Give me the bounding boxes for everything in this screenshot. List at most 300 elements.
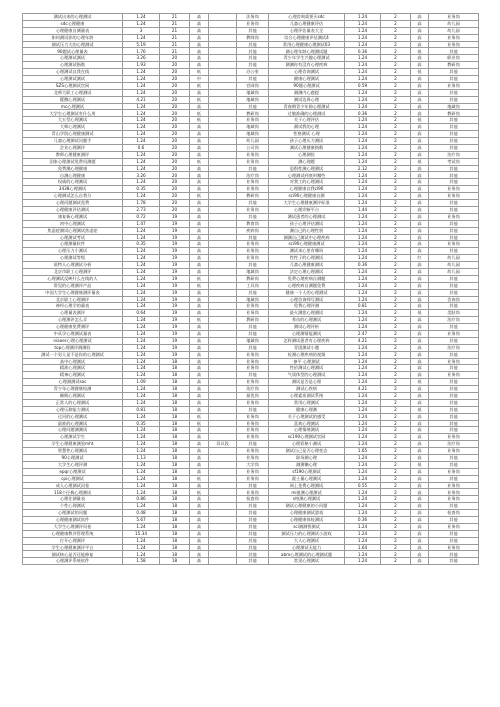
note-cell — [209, 206, 237, 213]
category-cell: 地域岗 — [237, 89, 269, 96]
level-cell: 高 — [190, 496, 209, 503]
level-cell: 高 — [411, 489, 429, 496]
keyword-cell: 心理健康测试软件 — [23, 517, 123, 524]
category-cell: 业务岗 — [237, 310, 269, 317]
keyword-cell: 企业心理测评 — [23, 144, 123, 151]
count-cell: 2 — [381, 468, 411, 475]
category-cell: 教师岗 — [237, 34, 269, 41]
value-cell: 1.24 — [123, 537, 160, 544]
keyword-cell: sci90心理健康测试 — [269, 241, 345, 248]
category-cell: 其他 — [237, 523, 269, 530]
rank-cell: 21 — [160, 41, 190, 48]
count-cell: 2 — [381, 151, 411, 158]
level-cell: 高 — [411, 282, 429, 289]
keyword-cell: 心理测验 — [269, 151, 345, 158]
table-row — [23, 358, 479, 365]
value-cell: 0.55 — [345, 482, 381, 489]
category-cell: 其他 — [429, 131, 479, 138]
value-cell: 1.24 — [123, 282, 160, 289]
keyword-cell: 心理测试怎么自我分 — [23, 193, 123, 200]
value-cell: 1.24 — [345, 551, 381, 558]
level-cell: 高 — [411, 296, 429, 303]
rank-cell: 19 — [160, 241, 190, 248]
category-cell: 治疗岗 — [429, 441, 479, 448]
category-cell: 业务岗 — [237, 179, 269, 186]
value-cell: 1.24 — [123, 20, 160, 27]
category-cell: 其他 — [429, 144, 479, 151]
keyword-cell: 测试核心是否还能修复 — [23, 551, 123, 558]
table-row — [23, 14, 479, 21]
table-row — [23, 530, 479, 537]
table-row — [23, 27, 479, 34]
rank-cell: 20 — [160, 206, 190, 213]
table-row — [23, 489, 479, 496]
category-cell: 官网岗 — [237, 82, 269, 89]
rank-cell: 19 — [160, 310, 190, 317]
value-cell: 1.24 — [123, 82, 160, 89]
count-cell: 2 — [381, 206, 411, 213]
value-cell: 1.24 — [123, 441, 160, 448]
value-cell: 1.24 — [345, 392, 381, 399]
keyword-cell: 法定心理心理测试 — [269, 268, 345, 275]
keyword-cell: 心理测试反映什么在线的人 — [23, 275, 123, 282]
note-cell — [209, 310, 237, 317]
keyword-cell: 测测你有没有心理疾病 — [269, 62, 345, 69]
category-cell: 业务岗 — [429, 14, 479, 21]
level-cell: 低 — [411, 158, 429, 165]
note-cell — [209, 241, 237, 248]
keyword-cell: 青少年学生兴趣心理测试 — [269, 55, 345, 62]
value-cell: 3.26 — [123, 55, 160, 62]
level-cell: 高 — [190, 351, 209, 358]
level-cell: 高 — [411, 420, 429, 427]
category-cell: 其他 — [429, 138, 479, 145]
keyword-cell: 心理测试无能力 — [269, 544, 345, 551]
value-cell: 1.24 — [345, 124, 381, 131]
keyword-cell: 过河的心理测试 — [23, 413, 123, 420]
category-cell: 业务岗 — [429, 186, 479, 193]
value-cell: 1.24 — [345, 89, 381, 96]
value-cell: 1.24 — [123, 179, 160, 186]
count-cell: 2 — [381, 144, 411, 151]
rank-cell: 20 — [160, 89, 190, 96]
count-cell: 2 — [381, 503, 411, 510]
rank-cell: 18 — [160, 537, 190, 544]
level-cell: 高 — [190, 544, 209, 551]
value-cell: 1.24 — [123, 165, 160, 172]
rank-cell: 20 — [160, 55, 190, 62]
category-cell: 其他 — [237, 76, 269, 83]
level-cell: 高 — [411, 344, 429, 351]
rank-cell: 20 — [160, 110, 190, 117]
note-cell — [209, 41, 237, 48]
keyword-cell: 正常人的心理测试 — [23, 399, 123, 406]
count-cell: 2 — [381, 448, 411, 455]
level-cell: 中 — [190, 76, 209, 83]
note-cell — [209, 455, 237, 462]
level-cell: 高 — [411, 275, 429, 282]
level-cell: 高 — [190, 255, 209, 262]
level-cell: 红 — [411, 255, 429, 262]
value-cell: 1.24 — [123, 330, 160, 337]
keyword-cell: 测试压力大的心理测试 — [23, 41, 123, 48]
note-cell — [209, 503, 237, 510]
keyword-cell: niaoer心理心理测试 — [23, 337, 123, 344]
category-cell: 其他 — [429, 475, 479, 482]
value-cell: 1.24 — [123, 427, 160, 434]
level-cell: 高 — [190, 55, 209, 62]
category-cell: 其他 — [429, 172, 479, 179]
level-cell: 高 — [190, 482, 209, 489]
table-row — [23, 138, 479, 145]
count-cell: 2 — [381, 372, 411, 379]
level-cell: 高 — [190, 434, 209, 441]
level-cell: 高 — [411, 303, 429, 310]
level-cell: 高 — [190, 62, 209, 69]
keyword-cell: 如何测试你的心理年龄 — [23, 34, 123, 41]
count-cell: 2 — [381, 82, 411, 89]
level-cell: 高 — [190, 310, 209, 317]
note-cell — [209, 317, 237, 324]
level-cell: 低 — [190, 475, 209, 482]
value-cell: 1.24 — [345, 413, 381, 420]
value-cell: 1.24 — [345, 213, 381, 220]
level-cell: 高 — [190, 427, 209, 434]
value-cell: 1.44 — [345, 206, 381, 213]
table-row — [23, 365, 479, 372]
rank-cell: 18 — [160, 441, 190, 448]
keyword-cell: 测试边界心理 — [269, 96, 345, 103]
category-cell: 业务岗 — [237, 158, 269, 165]
count-cell: 2 — [381, 358, 411, 365]
note-cell — [209, 358, 237, 365]
count-cell: 2 — [381, 213, 411, 220]
rank-cell: 19 — [160, 317, 190, 324]
keyword-cell: 免费心理疾病自测题 — [269, 275, 345, 282]
rank-cell: 19 — [160, 262, 190, 269]
keyword-cell: 心理测情能测试 — [269, 330, 345, 337]
value-cell: 1.78 — [123, 200, 160, 207]
category-cell: 业务岗 — [237, 358, 269, 365]
level-cell: 高 — [411, 351, 429, 358]
keyword-cell: 心理测试测试 — [23, 55, 123, 62]
count-cell: 2 — [381, 303, 411, 310]
note-cell — [209, 372, 237, 379]
rank-cell: 18 — [160, 448, 190, 455]
note-cell — [209, 289, 237, 296]
level-cell: 高 — [411, 427, 429, 434]
keyword-cell: 测试心理健康的小问题 — [269, 503, 345, 510]
level-cell: 低 — [190, 82, 209, 89]
value-cell: 1.24 — [345, 379, 381, 386]
category-cell: 地域岗 — [237, 96, 269, 103]
level-cell: 高 — [411, 165, 429, 172]
count-cell: 2 — [381, 406, 411, 413]
rank-cell: 19 — [160, 330, 190, 337]
keyword-cell: 免费心理评测 — [269, 303, 345, 310]
value-cell: 0.35 — [123, 186, 160, 193]
count-cell: 2 — [381, 434, 411, 441]
value-cell: 1.24 — [345, 296, 381, 303]
keyword-cell: 测心理年龄心理测试题 — [269, 48, 345, 55]
table-row — [23, 268, 479, 275]
keyword-cell: 90题试心理量表 — [23, 48, 123, 55]
keyword-cell: 个性心理测试 — [23, 503, 123, 510]
table-row — [23, 303, 479, 310]
value-cell: 1.24 — [123, 289, 160, 296]
keyword-cell: 测测懒心理 — [269, 461, 345, 468]
rank-cell: 20 — [160, 96, 190, 103]
rank-cell: 19 — [160, 255, 190, 262]
keyword-cell: 学生心理健康测评平台 — [23, 544, 123, 551]
note-cell — [209, 103, 237, 110]
rank-cell: 20 — [160, 172, 190, 179]
value-cell: 4.21 — [123, 96, 160, 103]
keyword-cell: 常用心理健康心理测试03 — [269, 41, 345, 48]
keyword-cell: 心理咨询测试 — [269, 69, 345, 76]
level-cell: 高 — [411, 392, 429, 399]
value-cell: 1.24 — [123, 468, 160, 475]
value-cell: 1.24 — [345, 324, 381, 331]
note-cell — [209, 248, 237, 255]
value-cell: 0.35 — [123, 420, 160, 427]
category-cell: 检查岗 — [429, 510, 479, 517]
value-cell: 1.24 — [345, 275, 381, 282]
table-row — [23, 179, 479, 186]
value-cell: 1.24 — [123, 461, 160, 468]
value-cell: 1.24 — [123, 482, 160, 489]
level-cell: 低 — [190, 69, 209, 76]
table-row — [23, 413, 479, 420]
keyword-cell: 心理压抑能力测试 — [23, 406, 123, 413]
note-cell — [209, 392, 237, 399]
count-cell: 2 — [381, 255, 411, 262]
category-cell: 业务岗 — [429, 434, 479, 441]
keyword-cell: 心理健康评估测试 — [23, 206, 123, 213]
level-cell: 高 — [190, 517, 209, 524]
count-cell: 2 — [381, 399, 411, 406]
value-cell: 1.24 — [345, 193, 381, 200]
level-cell: 高 — [190, 124, 209, 131]
level-cell: 高 — [190, 103, 209, 110]
note-cell: 异议段 — [209, 441, 237, 448]
note-cell — [209, 399, 237, 406]
keyword-cell: 测试心理评析 — [269, 324, 345, 331]
count-cell: 2 — [381, 427, 411, 434]
keyword-cell: 测试心理健康指数 — [269, 144, 345, 151]
value-cell: 1.24 — [345, 117, 381, 124]
keyword-cell: 疑撒心理测试 — [23, 96, 123, 103]
rank-cell: 18 — [160, 482, 190, 489]
table-row — [23, 275, 479, 282]
keyword-cell: 喜欢心理测试 — [269, 420, 345, 427]
level-cell: 高 — [411, 413, 429, 420]
value-cell: 1.24 — [345, 62, 381, 69]
category-cell: 其他 — [429, 48, 479, 55]
keyword-cell: 心理健康自测量表 — [23, 27, 123, 34]
level-cell: 高 — [411, 455, 429, 462]
category-cell: 业务岗 — [237, 448, 269, 455]
keyword-cell: 心理测试学生 — [23, 434, 123, 441]
category-cell: 其他 — [429, 413, 479, 420]
keyword-cell: 测试压力的心理测试小游戏 — [269, 530, 345, 537]
level-cell: 高 — [411, 558, 429, 565]
note-cell — [209, 220, 237, 227]
level-cell: 高 — [190, 468, 209, 475]
category-cell: 其他 — [237, 41, 269, 48]
keyword-cell: 心理健康测试游戏 — [269, 510, 345, 517]
category-cell: 教研岗 — [237, 110, 269, 117]
category-cell: 幼儿园 — [429, 262, 479, 269]
level-cell: 高 — [190, 358, 209, 365]
category-cell: 教研岗 — [237, 193, 269, 200]
count-cell: 2 — [381, 89, 411, 96]
category-cell: 办公室 — [237, 69, 269, 76]
value-cell: 1.24 — [123, 255, 160, 262]
note-cell — [209, 144, 237, 151]
keyword-cell: 心理咨询需要买sdc — [269, 14, 345, 21]
category-cell: 业务岗 — [237, 365, 269, 372]
level-cell: 低 — [190, 282, 209, 289]
keyword-cell: 北师大职工心理测试 — [23, 89, 123, 96]
level-cell: 高 — [190, 144, 209, 151]
table-row — [23, 248, 479, 255]
value-cell: 1.24 — [123, 523, 160, 530]
keyword-cell: 心理测试自我在线 — [23, 69, 123, 76]
category-cell: 其他 — [237, 62, 269, 69]
note-cell — [209, 337, 237, 344]
table-row — [23, 344, 479, 351]
keyword-cell: 心理疾病自测题免费 — [269, 282, 345, 289]
value-cell: 1.24 — [123, 124, 160, 131]
rank-cell: 18 — [160, 517, 190, 524]
category-cell: 地域岗 — [237, 337, 269, 344]
rank-cell: 20 — [160, 151, 190, 158]
rank-cell: 19 — [160, 289, 190, 296]
level-cell: 高 — [190, 186, 209, 193]
level-cell: 高 — [411, 262, 429, 269]
category-cell: 其他 — [429, 461, 479, 468]
rank-cell: 21 — [160, 14, 190, 21]
note-cell — [209, 138, 237, 145]
table-row — [23, 262, 479, 269]
category-cell: 其他 — [429, 337, 479, 344]
table-row — [23, 103, 479, 110]
category-cell: 其他 — [429, 234, 479, 241]
table-row — [23, 551, 479, 558]
level-cell: 高 — [190, 241, 209, 248]
count-cell: 2 — [381, 124, 411, 131]
rank-cell: 18 — [160, 475, 190, 482]
category-cell: 其他 — [429, 179, 479, 186]
category-cell: 教研岗 — [429, 110, 479, 117]
category-cell: 业务岗 — [429, 82, 479, 89]
note-cell — [209, 448, 237, 455]
value-cell: 1.24 — [345, 365, 381, 372]
value-cell: 1.24 — [345, 55, 381, 62]
keyword-cell: 心理压力小测试 — [23, 248, 123, 255]
category-cell: 治疗岗 — [429, 344, 479, 351]
note-cell — [209, 255, 237, 262]
table-row — [23, 475, 479, 482]
keyword-cell: 测试患者的心理测试 — [269, 213, 345, 220]
rank-cell: 19 — [160, 337, 190, 344]
level-cell: 高 — [190, 558, 209, 565]
value-cell: 1.24 — [123, 76, 160, 83]
value-cell: 1.24 — [123, 296, 160, 303]
table-row — [23, 510, 479, 517]
table-row — [23, 227, 479, 234]
category-cell: 教研岗 — [237, 275, 269, 282]
keyword-cell: 心理咨询师写测试 — [269, 296, 345, 303]
table-row — [23, 34, 479, 41]
note-cell — [209, 420, 237, 427]
keyword-table — [22, 13, 479, 565]
note-cell — [209, 330, 237, 337]
note-cell — [209, 482, 237, 489]
category-cell: 业务岗 — [237, 427, 269, 434]
level-cell: 高 — [190, 406, 209, 413]
level-cell: 高 — [190, 296, 209, 303]
count-cell: 2 — [381, 248, 411, 255]
category-cell: 其他 — [429, 399, 479, 406]
note-cell — [209, 131, 237, 138]
value-cell: 1.24 — [345, 344, 381, 351]
value-cell: 1.24 — [123, 317, 160, 324]
value-cell: 1.24 — [123, 386, 160, 393]
rank-cell: 18 — [160, 558, 190, 565]
category-cell: 其他 — [237, 213, 269, 220]
value-cell: 0.86 — [123, 496, 160, 503]
count-cell: 2 — [381, 69, 411, 76]
value-cell: 1.24 — [345, 310, 381, 317]
value-cell: 1.24 — [345, 358, 381, 365]
keyword-cell: 养动的心理测试 — [269, 317, 345, 324]
keyword-cell: 性格测试 心理 — [269, 131, 345, 138]
level-cell: 高 — [411, 441, 429, 448]
note-cell — [209, 55, 237, 62]
level-cell: 高 — [411, 365, 429, 372]
count-cell: 2 — [381, 172, 411, 179]
category-cell: 幼儿园 — [429, 268, 479, 275]
value-cell: 1.24 — [345, 510, 381, 517]
value-cell: 0.59 — [345, 82, 381, 89]
value-cell: 1.24 — [345, 372, 381, 379]
count-cell: 2 — [381, 268, 411, 275]
note-cell — [209, 89, 237, 96]
rank-cell: 18 — [160, 406, 190, 413]
keyword-cell: cpi心理测试 — [23, 475, 123, 482]
category-cell: 疾病岗 — [237, 227, 269, 234]
category-cell: 其他 — [429, 379, 479, 386]
rank-cell: 19 — [160, 351, 190, 358]
keyword-cell: 青山学院心理健康测试 — [23, 131, 123, 138]
keyword-cell: 儿童心理健康测试 — [269, 262, 345, 269]
category-cell: 幼儿园 — [429, 255, 479, 262]
note-cell — [209, 165, 237, 172]
level-cell: 高 — [411, 289, 429, 296]
table-row — [23, 337, 479, 344]
table-row — [23, 468, 479, 475]
keyword-cell: 90心理测试 — [23, 455, 123, 462]
note-cell — [209, 14, 237, 21]
note-cell — [209, 523, 237, 530]
keyword-cell: 心理健康免费测评 — [23, 324, 123, 331]
category-cell: 业务岗 — [429, 468, 479, 475]
rank-cell: 20 — [160, 82, 190, 89]
level-cell: 高 — [411, 76, 429, 83]
category-cell: 业务岗 — [237, 248, 269, 255]
